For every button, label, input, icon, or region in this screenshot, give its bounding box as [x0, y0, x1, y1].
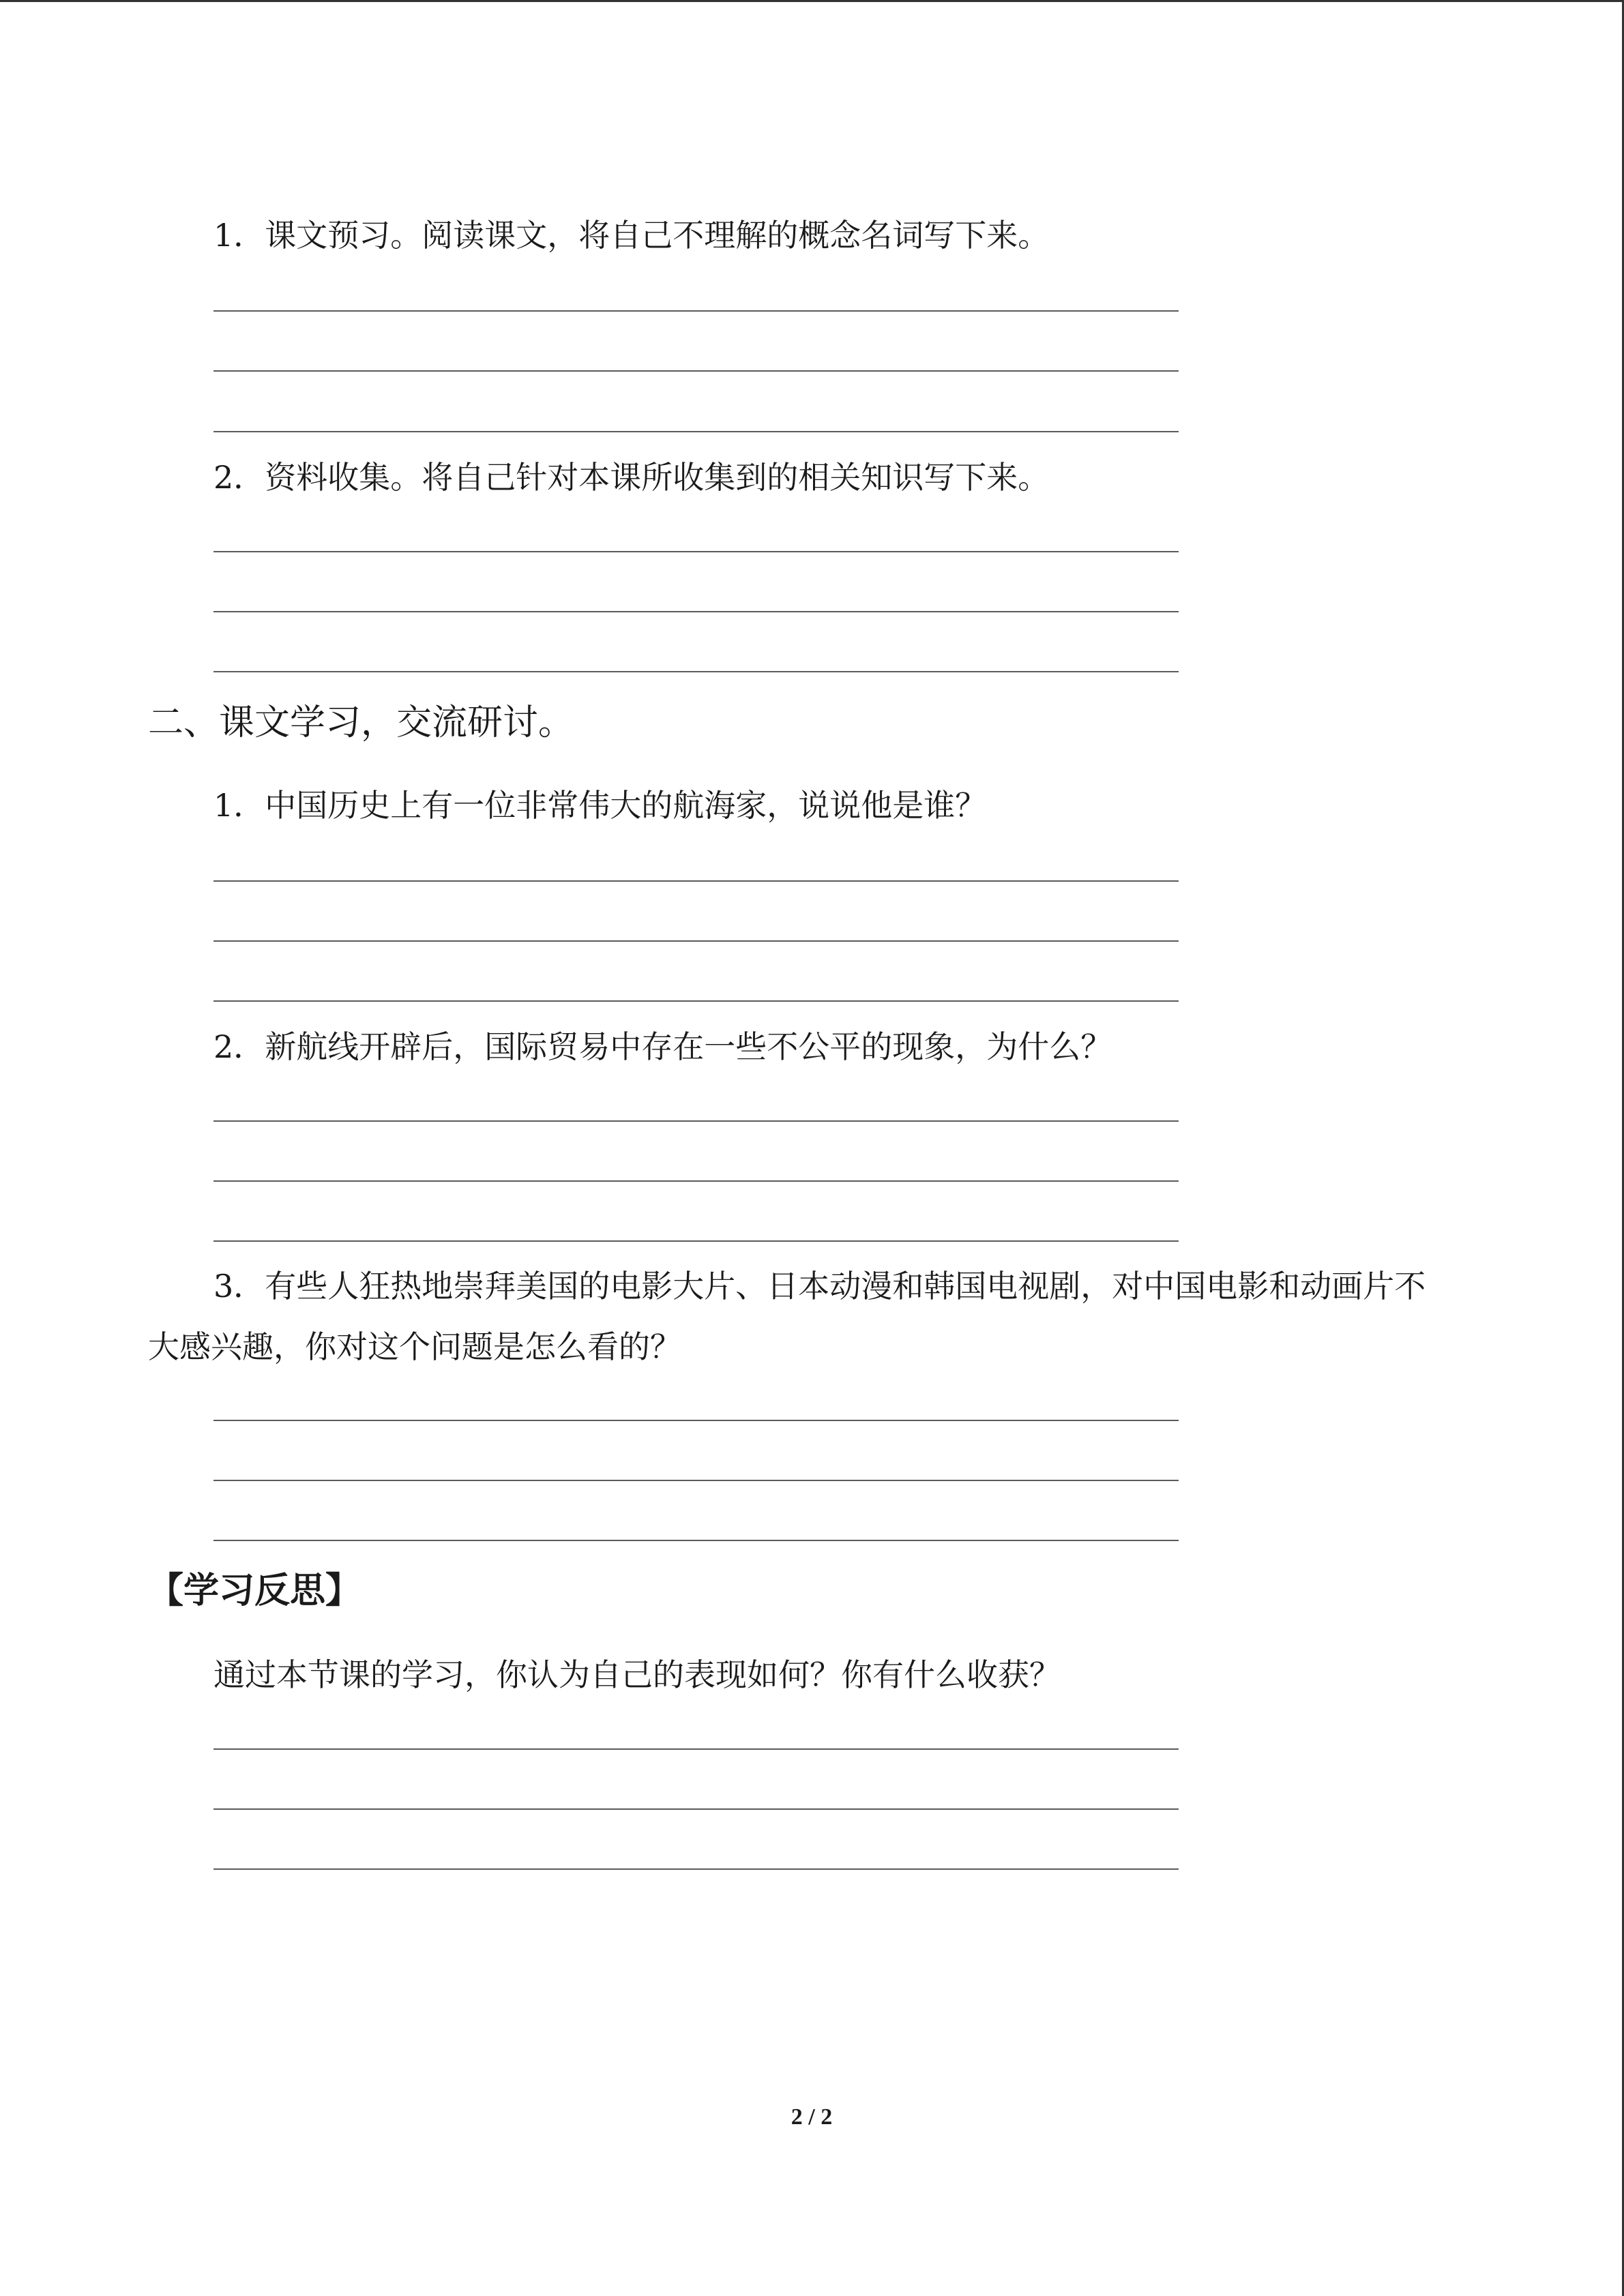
reflection-prompt: 通过本节课的学习，你认为自己的表现如何？你有什么收获？ [213, 1656, 1061, 1693]
reflection-heading: 【学习反思】 [148, 1570, 361, 1611]
answer-line[interactable] [213, 1180, 1179, 1182]
culture-question-line2: 大感兴趣，你对这个问题是怎么看的？ [148, 1328, 681, 1365]
section-heading-study: 二、课文学习，交流研讨。 [148, 702, 574, 743]
answer-line[interactable] [213, 611, 1179, 612]
answer-line[interactable] [213, 1420, 1179, 1421]
answer-line[interactable] [213, 310, 1179, 312]
answer-line[interactable] [213, 1480, 1179, 1481]
page-border-top [0, 0, 1624, 2]
answer-line[interactable] [213, 940, 1179, 942]
answer-line[interactable] [213, 1000, 1179, 1002]
answer-line[interactable] [213, 1808, 1179, 1810]
answer-line[interactable] [213, 880, 1179, 882]
answer-line[interactable] [213, 1120, 1179, 1122]
answer-line[interactable] [213, 1540, 1179, 1541]
answer-line[interactable] [213, 1240, 1179, 1242]
culture-question-line1: 3．有些人狂热地崇拜美国的电影大片、日本动漫和韩国电视剧，对中国电影和动画片不 [213, 1268, 1426, 1304]
answer-line[interactable] [213, 671, 1179, 672]
answer-line[interactable] [213, 431, 1179, 432]
page-number: 2 / 2 [791, 2104, 833, 2130]
preview-question: 1．课文预习。阅读课文，将自己不理解的概念名词写下来。 [213, 217, 1050, 254]
material-collection-question: 2．资料收集。将自己针对本课所收集到的相关知识写下来。 [213, 459, 1050, 496]
answer-line[interactable] [213, 551, 1179, 552]
answer-line[interactable] [213, 1868, 1179, 1870]
answer-line[interactable] [213, 370, 1179, 372]
trade-question: 2．新航线开辟后，国际贸易中存在一些不公平的现象，为什么？ [213, 1028, 1112, 1065]
answer-line[interactable] [213, 1748, 1179, 1750]
navigator-question: 1．中国历史上有一位非常伟大的航海家，说说他是谁？ [213, 787, 987, 824]
